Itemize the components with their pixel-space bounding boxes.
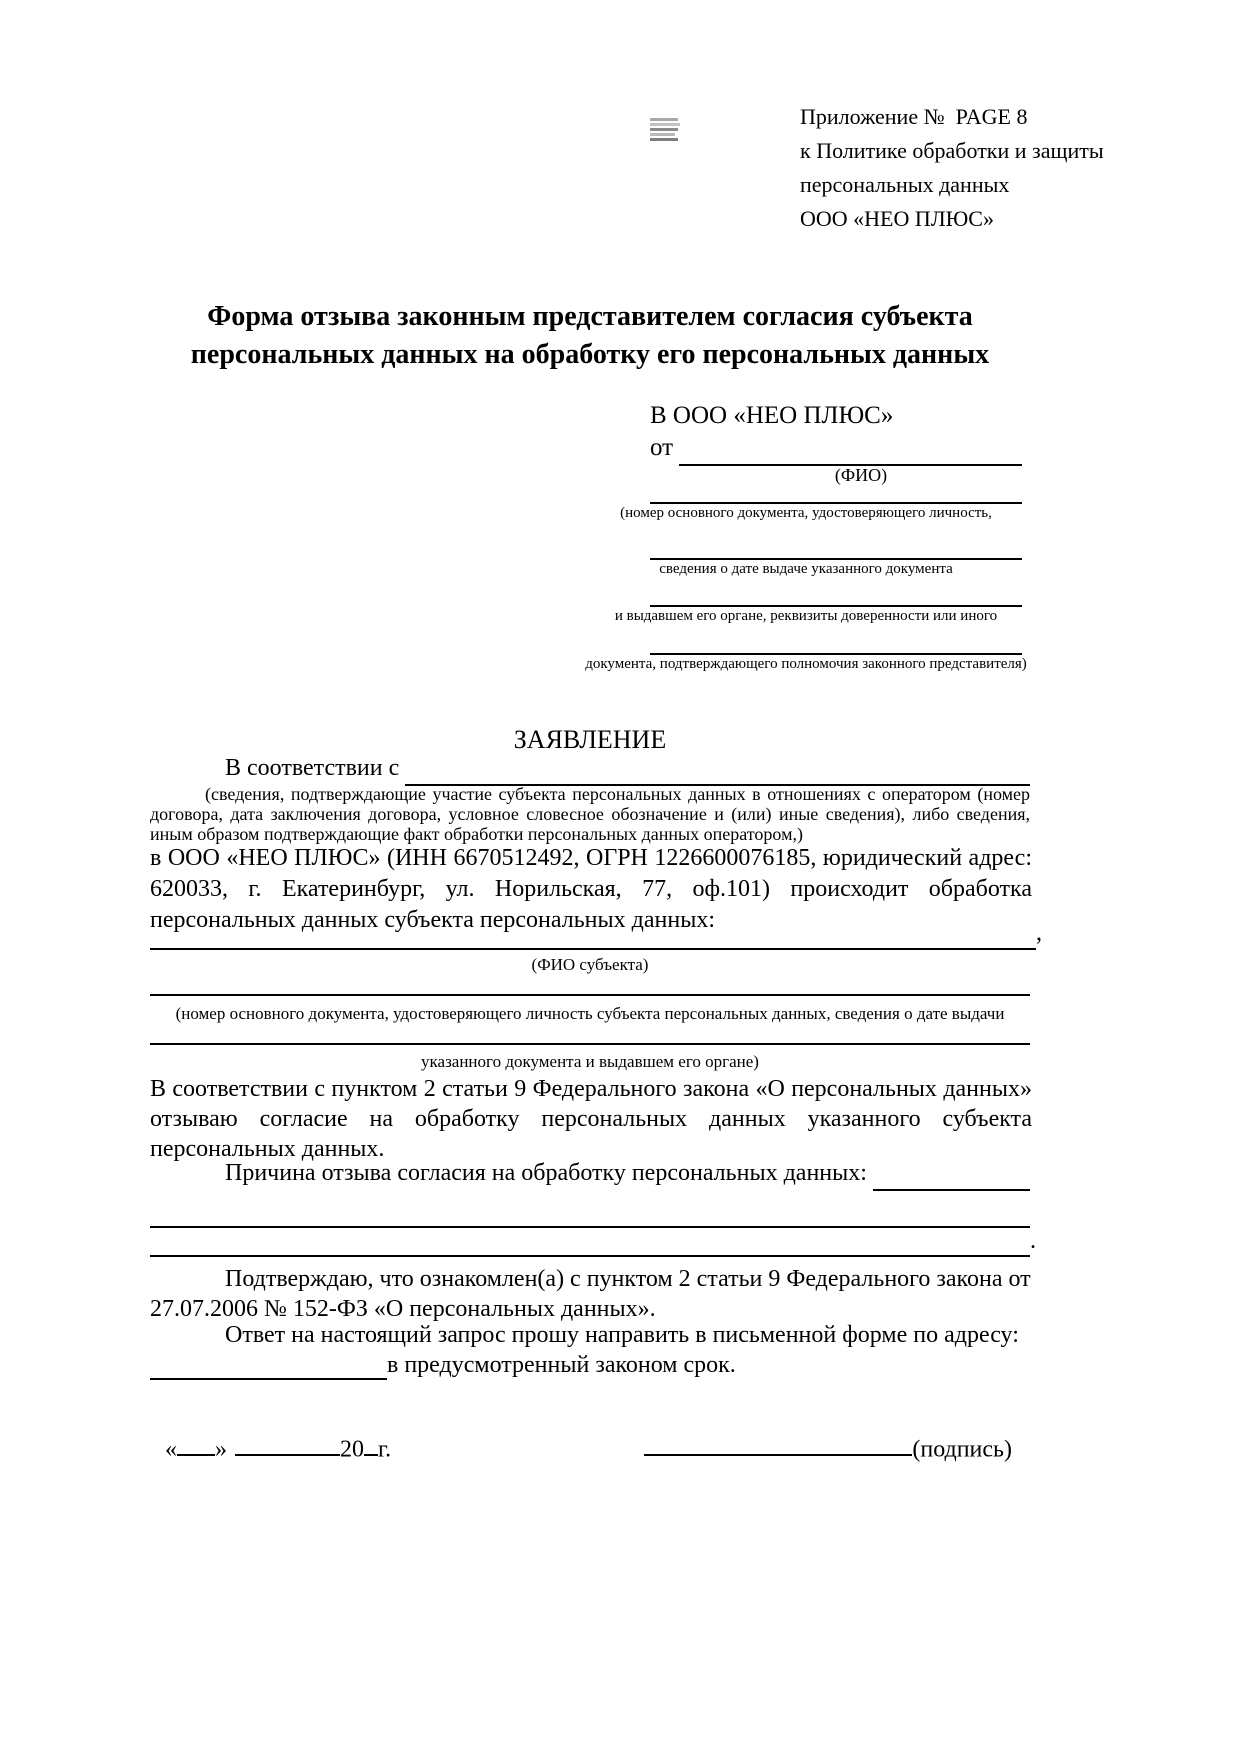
blank-line [150,1228,1030,1257]
addressee-to: В ООО «НЕО ПЛЮС» [650,402,894,429]
year-suffix: г. [378,1436,392,1463]
blank-line-with-period [150,1228,1036,1257]
reply-suffix: в предусмотренный законом срок. [387,1352,736,1378]
date-year-blank [364,1436,378,1456]
address-blank-line [150,1350,387,1380]
subject-fio-caption: (ФИО субъекта) [531,955,649,974]
reply-line-1: Ответ на настоящий запрос прошу направить в письменной форме по адресу: [225,1322,1019,1348]
reason-line [150,1160,1030,1191]
line-period: . [1030,1228,1036,1254]
subject-doc-caption-1: (номер основного документа, удостоверяющего личность субъекта персональных данных, сведения о дате выдачи [175,1004,1005,1023]
confirmation-line-2: 27.07.2006 № 152-ФЗ «О персональных данных». [150,1296,656,1322]
from-label: от [650,434,680,461]
org-name: ООО «НЕО ПЛЮС» [800,206,994,231]
subject-blank-line [150,920,1036,950]
signature-blank-line [644,1436,912,1456]
from-blank-line [679,434,1022,466]
statement-heading: ЗАЯВЛЕНИЕ [513,725,667,754]
title-line-1: Форма отзыва законным представителем согласия субъекта [207,301,973,332]
appendix-header [800,100,1104,236]
signature-caption: (подпись) [912,1436,1012,1463]
from-line [650,434,1022,466]
blank-line [650,626,1022,655]
subject-doc-caption-2: указанного документа и выдавшем его органе) [421,1052,759,1071]
fine-print-paragraph: (сведения, подтверждающие участие субъекта персональных данных в отношениях с оператором (номер договора, дата заключения договора, условное словесное обозначение и (или) иные сведения), либо сведения, иным образом подтверждающие факт обработки персональных данных оператором,) [150,784,1030,844]
date-group [150,1436,391,1463]
text-lines-icon [650,118,680,143]
blank-line [650,579,1022,607]
blank-line [650,523,1022,560]
intro-label: В соответствии с [225,755,406,781]
appendix-number-line: Приложение № PAGE 8 [800,104,1028,129]
intro-blank-line [405,755,1030,786]
addressee-block [585,400,1027,674]
subject-comma: , [1036,920,1042,946]
policy-line-1: к Политике обработки и защиты [800,138,1104,163]
doc-caption-1: (номер основного документа, удостоверяющего личность, [620,505,992,521]
doc-caption-2: сведения о дате выдаче указанного документа [659,561,953,577]
reason-label: Причина отзыва согласия на обработку персональных данных: [225,1160,873,1186]
subject-name-line [150,920,1042,950]
operator-paragraph: в ООО «НЕО ПЛЮС» (ИНН 6670512492, ОГРН 1226600076185, юридический адрес: 620033, г. Екатеринбург, ул. Норильская, 77, оф.101) происходит обработка персональных данных субъекта персональных данных: [150,845,1032,933]
policy-line-2: персональных данных [800,172,1010,197]
quote-open: « [165,1436,177,1463]
confirmation-line-1: Подтверждаю, что ознакомлен(а) с пунктом 2 статьи 9 Федерального закона от [225,1266,1031,1292]
date-month-blank [235,1436,340,1456]
fio-caption: (ФИО) [834,465,888,485]
reply-line-2 [150,1350,1032,1380]
blank-line [150,1015,1030,1045]
blank-line [650,485,1022,504]
reply-block [150,1320,1032,1380]
quote-close: » [215,1436,227,1463]
year-prefix: 20 [340,1436,364,1463]
blank-line [150,1198,1030,1228]
doc-caption-4: документа, подтверждающего полномочия законного представителя) [585,656,1027,672]
intro-line [150,755,1030,786]
date-day-blank [177,1436,215,1456]
blank-line [150,966,1030,996]
confirmation-paragraph [150,1264,1032,1324]
reason-blank-line [873,1160,1030,1191]
doc-caption-3: и выдавшем его органе, реквизиты доверенности или иного [614,608,998,624]
signature-row [150,1436,1030,1468]
document-title [150,298,1030,374]
signature-group [644,1436,1030,1463]
title-line-2: персональных данных на обработку его персональных данных [190,339,990,370]
withdrawal-paragraph: В соответствии с пунктом 2 статьи 9 Федерального закона «О персональных данных» отзываю согласие на обработку персональных данных указанного субъекта персональных данных. [150,1076,1032,1162]
